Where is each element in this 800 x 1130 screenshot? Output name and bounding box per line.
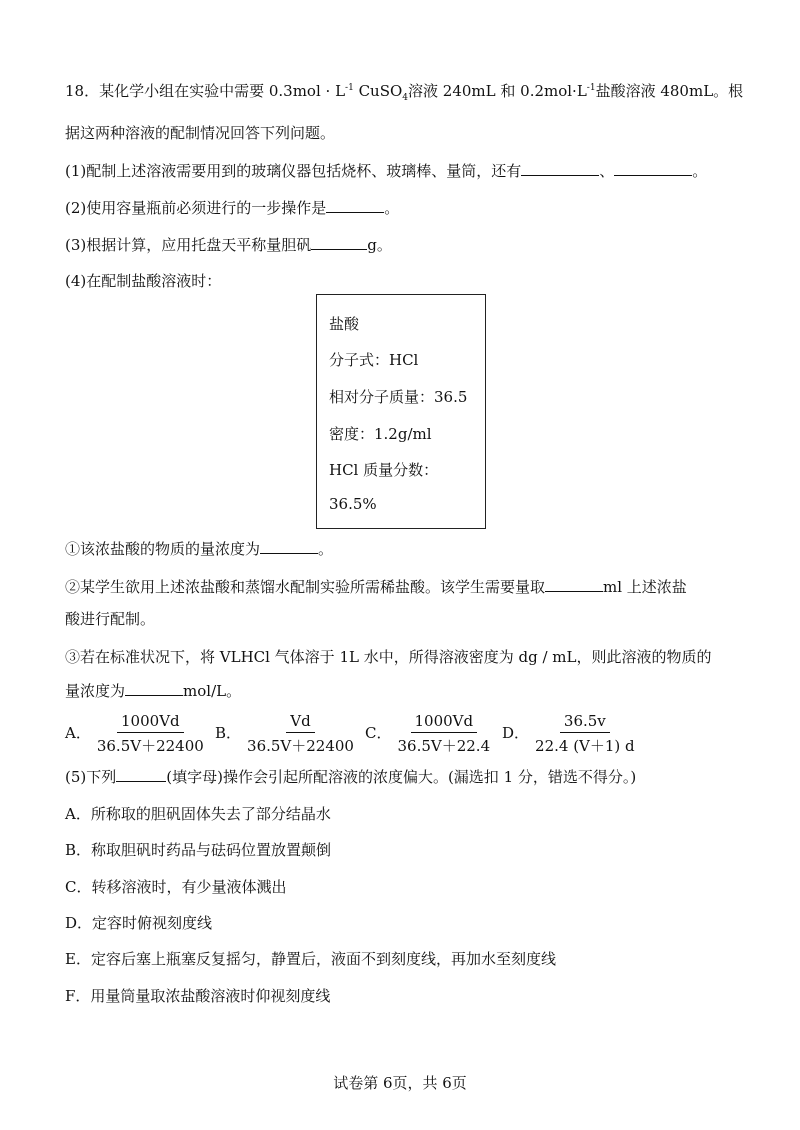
choice-c: C．转移溶液时，有少量液体溅出	[65, 878, 287, 896]
answer-blank	[260, 539, 318, 554]
reagent-density: 密度：1.2g/ml	[329, 425, 432, 443]
question-1: (1)配制上述溶液需要用到的玻璃仪器包括烧杯、玻璃棒、量筒，还有 、 。	[65, 162, 708, 180]
choice-b: B．称取胆矾时药品与砝码位置放置颠倒	[65, 841, 332, 859]
reagent-formula: 分子式：HCl	[329, 351, 419, 369]
answer-blank	[125, 681, 183, 696]
reagent-name: 盐酸	[329, 315, 360, 333]
question-stem-line2: 据这两种溶液的配制情况回答下列问题。	[65, 124, 336, 142]
option-b-fraction: $\frac{Vd}{36.5V+22400}$	[247, 712, 354, 755]
question-5: (5)下列 (填字母)操作会引起所配溶液的浓度偏大。(漏选扣 1 分，错选不得分。)	[65, 768, 637, 786]
choice-a: A．所称取的胆矾固体失去了部分结晶水	[65, 805, 331, 823]
question-2: (2)使用容量瓶前必须进行的一步操作是 。	[65, 199, 400, 217]
answer-blank	[116, 767, 166, 782]
question-stem-line1: 18．某化学小组在实验中需要 $0.3mol \cdot L^{-1}$ CuSO$_4$溶液 240mL 和 $0.2mol\cdot L^{-1}$盐酸溶液 480mL。根	[65, 82, 744, 103]
answer-blank	[545, 577, 603, 592]
option-a: A． $\frac{1000Vd}{36.5V+22400}$	[65, 712, 204, 755]
option-c-fraction: $\frac{1000Vd}{36.5V+22.4}$	[397, 712, 491, 755]
question-3: (3)根据计算，应用托盘天平称量胆矾 g。	[65, 236, 392, 254]
sub-question-2: ②某学生欲用上述浓盐酸和蒸馏水配制实验所需稀盐酸。该学生需要量取 ml 上述浓盐	[65, 578, 687, 596]
reagent-fraction-label: HCl 质量分数：	[329, 461, 439, 479]
reagent-fraction-value: 36.5%	[329, 495, 377, 513]
option-a-fraction: $\frac{1000Vd}{36.5V+22400}$	[96, 712, 204, 755]
choice-d: D．定容时俯视刻度线	[65, 914, 213, 932]
reagent-label-box	[316, 294, 486, 529]
sub-question-1: ①该浓盐酸的物质的量浓度为 。	[65, 540, 334, 558]
answer-blank	[311, 235, 367, 250]
page-footer: 试卷第 6页，共 6页	[333, 1074, 467, 1092]
choice-f: F．用量筒量取浓盐酸溶液时仰视刻度线	[65, 987, 331, 1005]
reagent-molar-mass: 相对分子质量：36.5	[329, 388, 468, 406]
answer-blank	[326, 198, 384, 213]
option-c: C． $\frac{1000Vd}{36.5V+22.4}$	[365, 712, 491, 755]
sub-question-3: ③若在标准状况下，将 VLHCl 气体溶于 1L 水中，所得溶液密度为 dg / mL，则此溶液的物质的	[65, 648, 712, 666]
answer-blank	[614, 161, 692, 176]
sub-question-3-cont: 量浓度为 mol/L。	[65, 682, 242, 700]
choice-e: E．定容后塞上瓶塞反复摇匀，静置后，液面不到刻度线，再加水至刻度线	[65, 950, 556, 968]
sub-question-2-cont: 酸进行配制。	[65, 610, 156, 628]
answer-blank	[521, 161, 599, 176]
option-d: D． $\frac{36.5v}{22.4 (V+1) d}$	[502, 712, 635, 755]
option-d-fraction: $\frac{36.5v}{22.4 (V+1) d}$	[535, 712, 635, 755]
option-b: B． $\frac{Vd}{36.5V+22400}$	[215, 712, 354, 755]
question-4: (4)在配制盐酸溶液时：	[65, 272, 222, 290]
